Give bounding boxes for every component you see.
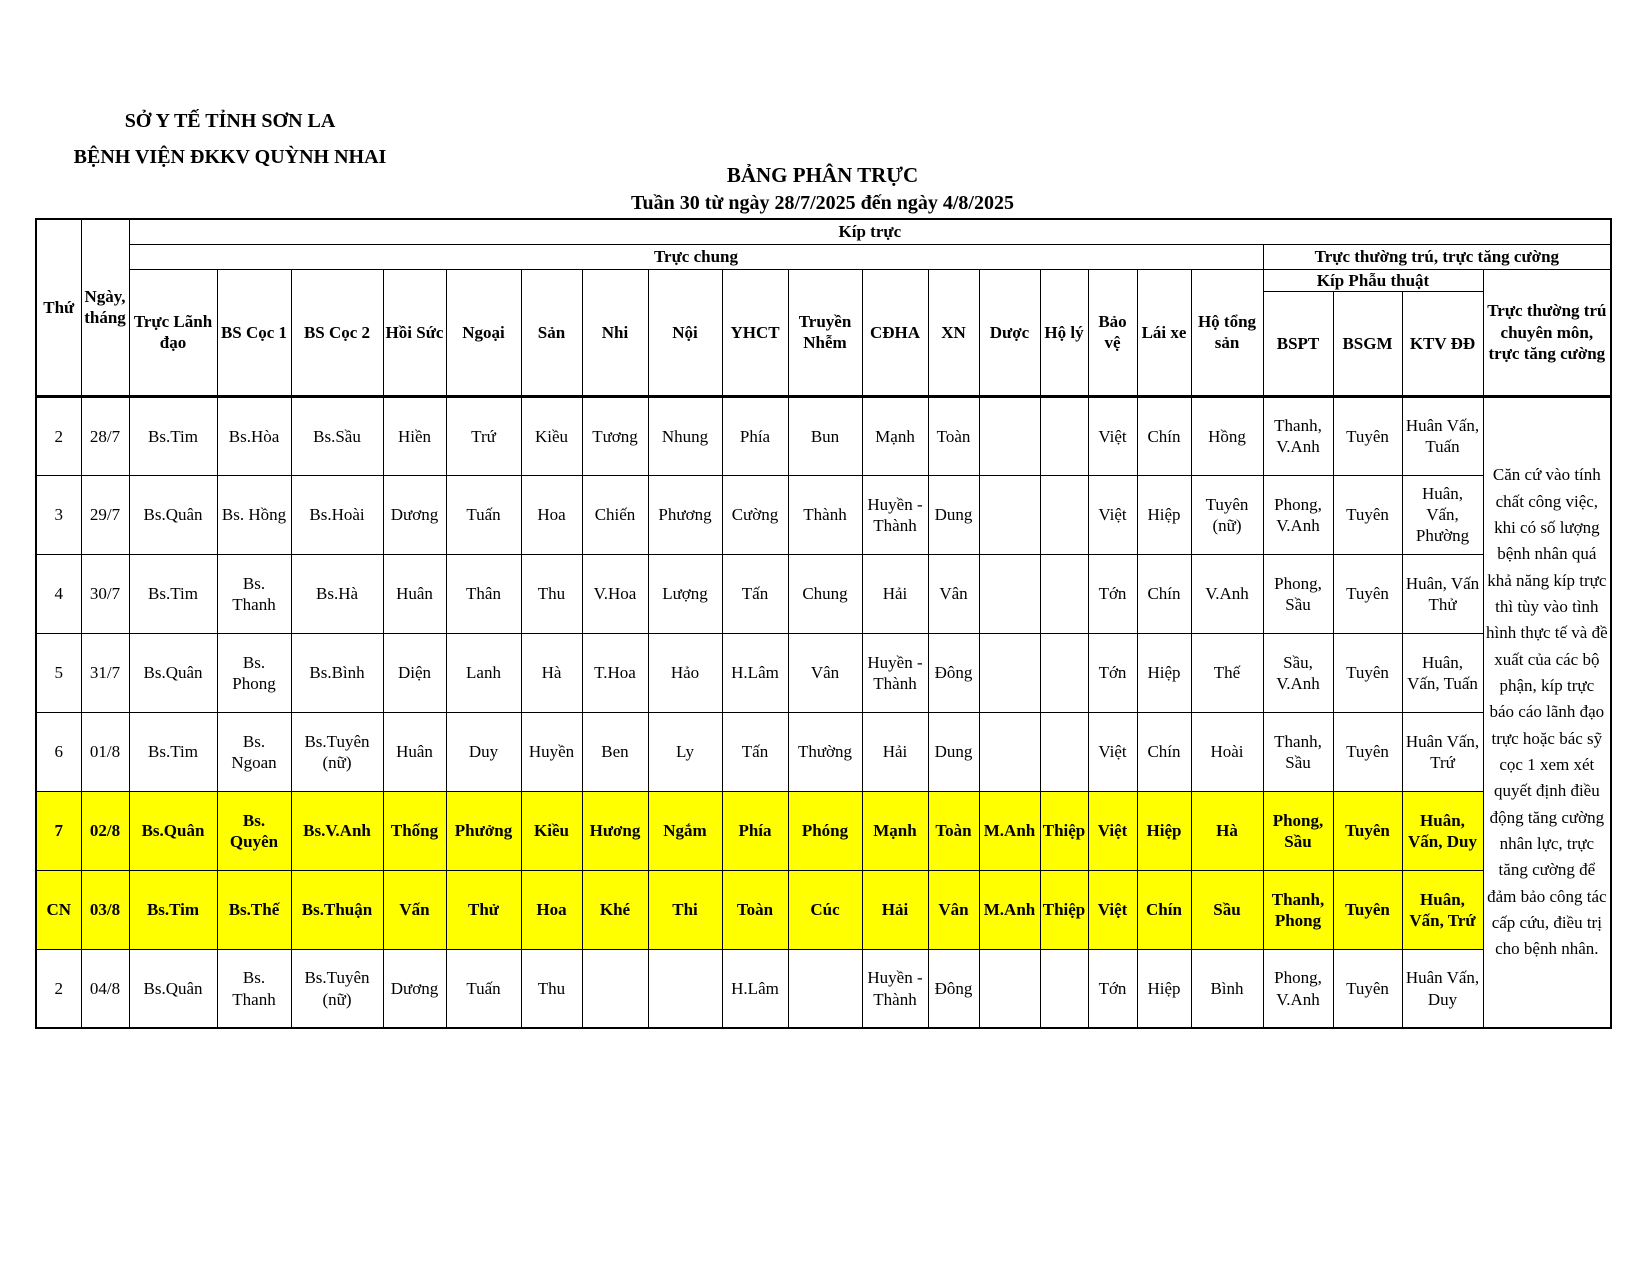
duty-cell: Bs.Quân bbox=[129, 791, 217, 870]
duty-cell: Tuyên bbox=[1333, 396, 1402, 475]
duty-cell: Trứ bbox=[446, 396, 521, 475]
duty-cell: Huân Vấn, Trứ bbox=[1402, 712, 1483, 791]
duty-cell: Huân, Vấn, Tuấn bbox=[1402, 633, 1483, 712]
weekday-cell: 5 bbox=[36, 633, 81, 712]
duty-row bbox=[36, 870, 1611, 949]
duty-cell: Vân bbox=[788, 633, 862, 712]
duty-cell: Bs. Thanh bbox=[217, 554, 291, 633]
date-cell: 03/8 bbox=[81, 870, 129, 949]
duty-cell: Đông bbox=[928, 949, 979, 1028]
duty-cell: Tuấn bbox=[446, 475, 521, 554]
column-header-san: Sản bbox=[521, 269, 582, 396]
note-cell: Căn cứ vào tính chất công việc, khi có số lượng bệnh nhân quá khả năng kíp trực thì tùy vào tình hình thực tế và đề xuất của các bộ phận, kíp trực báo cáo lãnh đạo trực hoặc bác sỹ cọc 1 xem xét quyết định điều động tăng cường nhân lực, trực tăng cường để đảm bảo công tác cấp cứu, điều trị cho bệnh nhân. bbox=[1483, 396, 1611, 1028]
duty-row bbox=[36, 633, 1611, 712]
duty-cell: Hồng bbox=[1191, 396, 1263, 475]
duty-cell: Việt bbox=[1088, 870, 1137, 949]
duty-cell bbox=[1040, 633, 1088, 712]
duty-cell: Huân, Vấn, Trứ bbox=[1402, 870, 1483, 949]
duty-cell: Bs.Hà bbox=[291, 554, 383, 633]
column-header-duoc: Dược bbox=[979, 269, 1040, 396]
duty-cell: Huân, Vấn Thử bbox=[1402, 554, 1483, 633]
duty-cell bbox=[1040, 475, 1088, 554]
duty-cell: Hải bbox=[862, 554, 928, 633]
duty-cell: Toàn bbox=[928, 396, 979, 475]
duty-cell: Hải bbox=[862, 712, 928, 791]
duty-cell: Tớn bbox=[1088, 554, 1137, 633]
duty-cell: V.Anh bbox=[1191, 554, 1263, 633]
duty-cell: Bs.Quân bbox=[129, 949, 217, 1028]
duty-cell: H.Lâm bbox=[722, 633, 788, 712]
duty-cell: Hiệp bbox=[1137, 949, 1191, 1028]
date-cell: 28/7 bbox=[81, 396, 129, 475]
column-header-ngoai: Ngoại bbox=[446, 269, 521, 396]
duty-row bbox=[36, 475, 1611, 554]
duty-cell: Huân, Vấn, Phường bbox=[1402, 475, 1483, 554]
duty-cell: Toàn bbox=[722, 870, 788, 949]
duty-cell bbox=[582, 949, 648, 1028]
column-header-yhct: YHCT bbox=[722, 269, 788, 396]
duty-cell: Cúc bbox=[788, 870, 862, 949]
org-line1: SỞ Y TẾ TỈNH SƠN LA bbox=[124, 110, 336, 132]
duty-cell: Huyền bbox=[521, 712, 582, 791]
column-header-ho-ly: Hộ lý bbox=[1040, 269, 1088, 396]
duty-cell: Bs.Quân bbox=[129, 475, 217, 554]
column-header-ho-tong-san: Hộ tổng sản bbox=[1191, 269, 1263, 396]
duty-cell: Bs.Bình bbox=[291, 633, 383, 712]
duty-cell: Bs.Tim bbox=[129, 870, 217, 949]
column-header-bspt: BSPT bbox=[1263, 291, 1333, 396]
duty-cell: Hương bbox=[582, 791, 648, 870]
duty-cell: Huân bbox=[383, 712, 446, 791]
weekday-cell: 2 bbox=[36, 396, 81, 475]
duty-cell: Bs.Thuận bbox=[291, 870, 383, 949]
duty-cell: Duy bbox=[446, 712, 521, 791]
duty-cell: Bs.Sầu bbox=[291, 396, 383, 475]
duty-cell: Tấn bbox=[722, 712, 788, 791]
duty-cell: Thử bbox=[446, 870, 521, 949]
duty-cell: Phía bbox=[722, 396, 788, 475]
duty-cell: Chung bbox=[788, 554, 862, 633]
column-header-ngay-thang: Ngày, tháng bbox=[81, 219, 129, 396]
duty-cell: Sầu bbox=[1191, 870, 1263, 949]
duty-cell: Huyền - Thành bbox=[862, 475, 928, 554]
duty-cell: Việt bbox=[1088, 475, 1137, 554]
column-header-bsgm: BSGM bbox=[1333, 291, 1402, 396]
date-cell: 01/8 bbox=[81, 712, 129, 791]
duty-cell: Phong, Sầu bbox=[1263, 791, 1333, 870]
duty-cell: Chiến bbox=[582, 475, 648, 554]
column-header-xn: XN bbox=[928, 269, 979, 396]
duty-cell: Bs.Tim bbox=[129, 712, 217, 791]
duty-cell: Phong, V.Anh bbox=[1263, 475, 1333, 554]
duty-cell: Lanh bbox=[446, 633, 521, 712]
duty-cell bbox=[979, 554, 1040, 633]
table-header bbox=[36, 219, 1611, 396]
date-cell: 04/8 bbox=[81, 949, 129, 1028]
weekday-cell: 4 bbox=[36, 554, 81, 633]
duty-cell: Bs.Thế bbox=[217, 870, 291, 949]
weekday-cell: 6 bbox=[36, 712, 81, 791]
duty-cell: Bs.Quân bbox=[129, 633, 217, 712]
title-block bbox=[35, 162, 1610, 218]
column-header-hoi-suc: Hồi Sức bbox=[383, 269, 446, 396]
column-header-lai-xe: Lái xe bbox=[1137, 269, 1191, 396]
duty-cell bbox=[1040, 554, 1088, 633]
duty-cell: Phong, V.Anh bbox=[1263, 949, 1333, 1028]
column-header-cdha: CĐHA bbox=[862, 269, 928, 396]
duty-cell: M.Anh bbox=[979, 870, 1040, 949]
duty-cell: Tuyên bbox=[1333, 870, 1402, 949]
duty-cell bbox=[788, 949, 862, 1028]
duty-cell: Hoa bbox=[521, 870, 582, 949]
duty-cell: Thu bbox=[521, 554, 582, 633]
weekday-cell: 7 bbox=[36, 791, 81, 870]
duty-cell: Việt bbox=[1088, 712, 1137, 791]
duty-cell: Hiền bbox=[383, 396, 446, 475]
date-cell: 31/7 bbox=[81, 633, 129, 712]
duty-cell bbox=[979, 396, 1040, 475]
date-cell: 30/7 bbox=[81, 554, 129, 633]
duty-cell: Bs.Tim bbox=[129, 554, 217, 633]
duty-cell: Nhung bbox=[648, 396, 722, 475]
duty-cell: Bs. Hồng bbox=[217, 475, 291, 554]
duty-cell: Thanh, Phong bbox=[1263, 870, 1333, 949]
weekday-cell: 2 bbox=[36, 949, 81, 1028]
duty-cell: Hảo bbox=[648, 633, 722, 712]
duty-cell: Thân bbox=[446, 554, 521, 633]
duty-cell: Thường bbox=[788, 712, 862, 791]
duty-cell: Phương bbox=[648, 475, 722, 554]
column-header-bs-coc-2: BS Cọc 2 bbox=[291, 269, 383, 396]
duty-roster-table bbox=[35, 218, 1612, 1029]
duty-cell: Tuyên bbox=[1333, 791, 1402, 870]
duty-cell: Bs.Tim bbox=[129, 396, 217, 475]
duty-cell: Chín bbox=[1137, 870, 1191, 949]
duty-cell: Vân bbox=[928, 870, 979, 949]
duty-row bbox=[36, 949, 1611, 1028]
duty-cell: M.Anh bbox=[979, 791, 1040, 870]
duty-cell: Hiệp bbox=[1137, 791, 1191, 870]
duty-cell: Sầu, V.Anh bbox=[1263, 633, 1333, 712]
duty-cell bbox=[1040, 712, 1088, 791]
duty-cell: Toàn bbox=[928, 791, 979, 870]
duty-cell: Ngắm bbox=[648, 791, 722, 870]
duty-cell: V.Hoa bbox=[582, 554, 648, 633]
duty-cell: Việt bbox=[1088, 791, 1137, 870]
duty-cell: Phong, Sầu bbox=[1263, 554, 1333, 633]
duty-cell: Lượng bbox=[648, 554, 722, 633]
duty-cell: Tương bbox=[582, 396, 648, 475]
org-line2: BỆNH VIỆN ĐKKV QUỲNH NHAI bbox=[73, 146, 387, 168]
duty-cell: Đông bbox=[928, 633, 979, 712]
duty-cell: Mạnh bbox=[862, 396, 928, 475]
duty-cell: H.Lâm bbox=[722, 949, 788, 1028]
weekday-cell: 3 bbox=[36, 475, 81, 554]
duty-cell: Mạnh bbox=[862, 791, 928, 870]
duty-cell: Hoa bbox=[521, 475, 582, 554]
duty-row bbox=[36, 791, 1611, 870]
duty-cell: Bs. Thanh bbox=[217, 949, 291, 1028]
duty-cell: Hà bbox=[521, 633, 582, 712]
duty-cell: Bs.Tuyên (nữ) bbox=[291, 949, 383, 1028]
page-title: BẢNG PHÂN TRỰC bbox=[726, 163, 919, 187]
duty-cell: Phóng bbox=[788, 791, 862, 870]
duty-cell: Chín bbox=[1137, 554, 1191, 633]
duty-cell: Bs.Hòa bbox=[217, 396, 291, 475]
duty-cell: Thiệp bbox=[1040, 791, 1088, 870]
duty-cell: Tấn bbox=[722, 554, 788, 633]
duty-cell: Tuyên (nữ) bbox=[1191, 475, 1263, 554]
duty-cell: Thanh, V.Anh bbox=[1263, 396, 1333, 475]
column-header-truyen-nhem: Truyền Nhễm bbox=[788, 269, 862, 396]
column-header-bs-coc-1: BS Cọc 1 bbox=[217, 269, 291, 396]
duty-cell: Bình bbox=[1191, 949, 1263, 1028]
duty-cell: Tớn bbox=[1088, 949, 1137, 1028]
duty-cell bbox=[979, 949, 1040, 1028]
duty-cell: Tuyên bbox=[1333, 712, 1402, 791]
duty-cell: Dương bbox=[383, 475, 446, 554]
weekday-cell: CN bbox=[36, 870, 81, 949]
duty-cell: Ben bbox=[582, 712, 648, 791]
duty-cell: Thế bbox=[1191, 633, 1263, 712]
column-header-truc-thuong-tru-chuyen-mon: Trực thường trú chuyên môn, trực tăng cường bbox=[1483, 269, 1611, 396]
duty-cell: Dung bbox=[928, 475, 979, 554]
group-header-truc-chung: Trực chung bbox=[129, 244, 1263, 269]
duty-cell: Tuyên bbox=[1333, 633, 1402, 712]
duty-cell bbox=[1040, 949, 1088, 1028]
duty-cell: Vân bbox=[928, 554, 979, 633]
duty-cell: Tớn bbox=[1088, 633, 1137, 712]
group-header-truc-thuong-tru: Trực thường trú, trực tăng cường bbox=[1263, 244, 1611, 269]
duty-cell: Huân Vấn, Duy bbox=[1402, 949, 1483, 1028]
duty-cell: Thống bbox=[383, 791, 446, 870]
duty-cell: Tuấn bbox=[446, 949, 521, 1028]
duty-cell: Hoài bbox=[1191, 712, 1263, 791]
duty-cell: Vấn bbox=[383, 870, 446, 949]
duty-cell: Tuyên bbox=[1333, 949, 1402, 1028]
duty-cell: Bs.Tuyên (nữ) bbox=[291, 712, 383, 791]
duty-cell: Huân, Vấn, Duy bbox=[1402, 791, 1483, 870]
duty-cell: Ly bbox=[648, 712, 722, 791]
duty-cell: Bs.V.Anh bbox=[291, 791, 383, 870]
duty-cell: Thành bbox=[788, 475, 862, 554]
duty-cell: Tuyên bbox=[1333, 554, 1402, 633]
duty-cell: Phía bbox=[722, 791, 788, 870]
duty-cell: Hà bbox=[1191, 791, 1263, 870]
group-header-kip-phau-thuat: Kíp Phẫu thuật bbox=[1263, 269, 1483, 291]
column-header-ktv-dd: KTV ĐĐ bbox=[1402, 291, 1483, 396]
column-header-bao-ve: Bảo vệ bbox=[1088, 269, 1137, 396]
duty-cell: T.Hoa bbox=[582, 633, 648, 712]
duty-cell: Việt bbox=[1088, 396, 1137, 475]
duty-row bbox=[36, 554, 1611, 633]
duty-cell: Bun bbox=[788, 396, 862, 475]
duty-cell: Bs. Phong bbox=[217, 633, 291, 712]
duty-cell bbox=[979, 712, 1040, 791]
column-header-truc-lanh-dao: Trực Lãnh đạo bbox=[129, 269, 217, 396]
duty-cell: Huân Vấn, Tuấn bbox=[1402, 396, 1483, 475]
duty-cell: Chín bbox=[1137, 712, 1191, 791]
duty-cell: Phưởng bbox=[446, 791, 521, 870]
duty-row bbox=[36, 712, 1611, 791]
duty-cell: Huân bbox=[383, 554, 446, 633]
duty-cell bbox=[648, 949, 722, 1028]
duty-row bbox=[36, 396, 1611, 475]
duty-cell: Khé bbox=[582, 870, 648, 949]
date-cell: 29/7 bbox=[81, 475, 129, 554]
column-header-noi: Nội bbox=[648, 269, 722, 396]
date-cell: 02/8 bbox=[81, 791, 129, 870]
duty-cell bbox=[979, 475, 1040, 554]
duty-cell: Thu bbox=[521, 949, 582, 1028]
group-header-kip-truc: Kíp trực bbox=[129, 219, 1611, 244]
duty-cell: Bs.Hoài bbox=[291, 475, 383, 554]
duty-cell: Chín bbox=[1137, 396, 1191, 475]
duty-cell bbox=[1040, 396, 1088, 475]
duty-cell: Kiều bbox=[521, 396, 582, 475]
duty-cell: Thi bbox=[648, 870, 722, 949]
duty-cell: Kiều bbox=[521, 791, 582, 870]
duty-cell: Hiệp bbox=[1137, 475, 1191, 554]
duty-cell: Cường bbox=[722, 475, 788, 554]
duty-cell: Thiệp bbox=[1040, 870, 1088, 949]
page-subtitle: Tuần 30 từ ngày 28/7/2025 đến ngày 4/8/2025 bbox=[630, 192, 1014, 214]
duty-cell: Bs. Quyên bbox=[217, 791, 291, 870]
duty-cell: Dung bbox=[928, 712, 979, 791]
duty-cell: Tuyên bbox=[1333, 475, 1402, 554]
table-body bbox=[36, 396, 1611, 1028]
column-header-thu: Thứ bbox=[36, 219, 81, 396]
duty-cell: Dương bbox=[383, 949, 446, 1028]
duty-cell bbox=[979, 633, 1040, 712]
duty-cell: Huyền - Thành bbox=[862, 633, 928, 712]
column-header-nhi: Nhi bbox=[582, 269, 648, 396]
duty-cell: Diện bbox=[383, 633, 446, 712]
duty-cell: Bs. Ngoan bbox=[217, 712, 291, 791]
duty-cell: Hải bbox=[862, 870, 928, 949]
duty-cell: Thanh, Sầu bbox=[1263, 712, 1333, 791]
duty-cell: Huyền - Thành bbox=[862, 949, 928, 1028]
duty-cell: Hiệp bbox=[1137, 633, 1191, 712]
